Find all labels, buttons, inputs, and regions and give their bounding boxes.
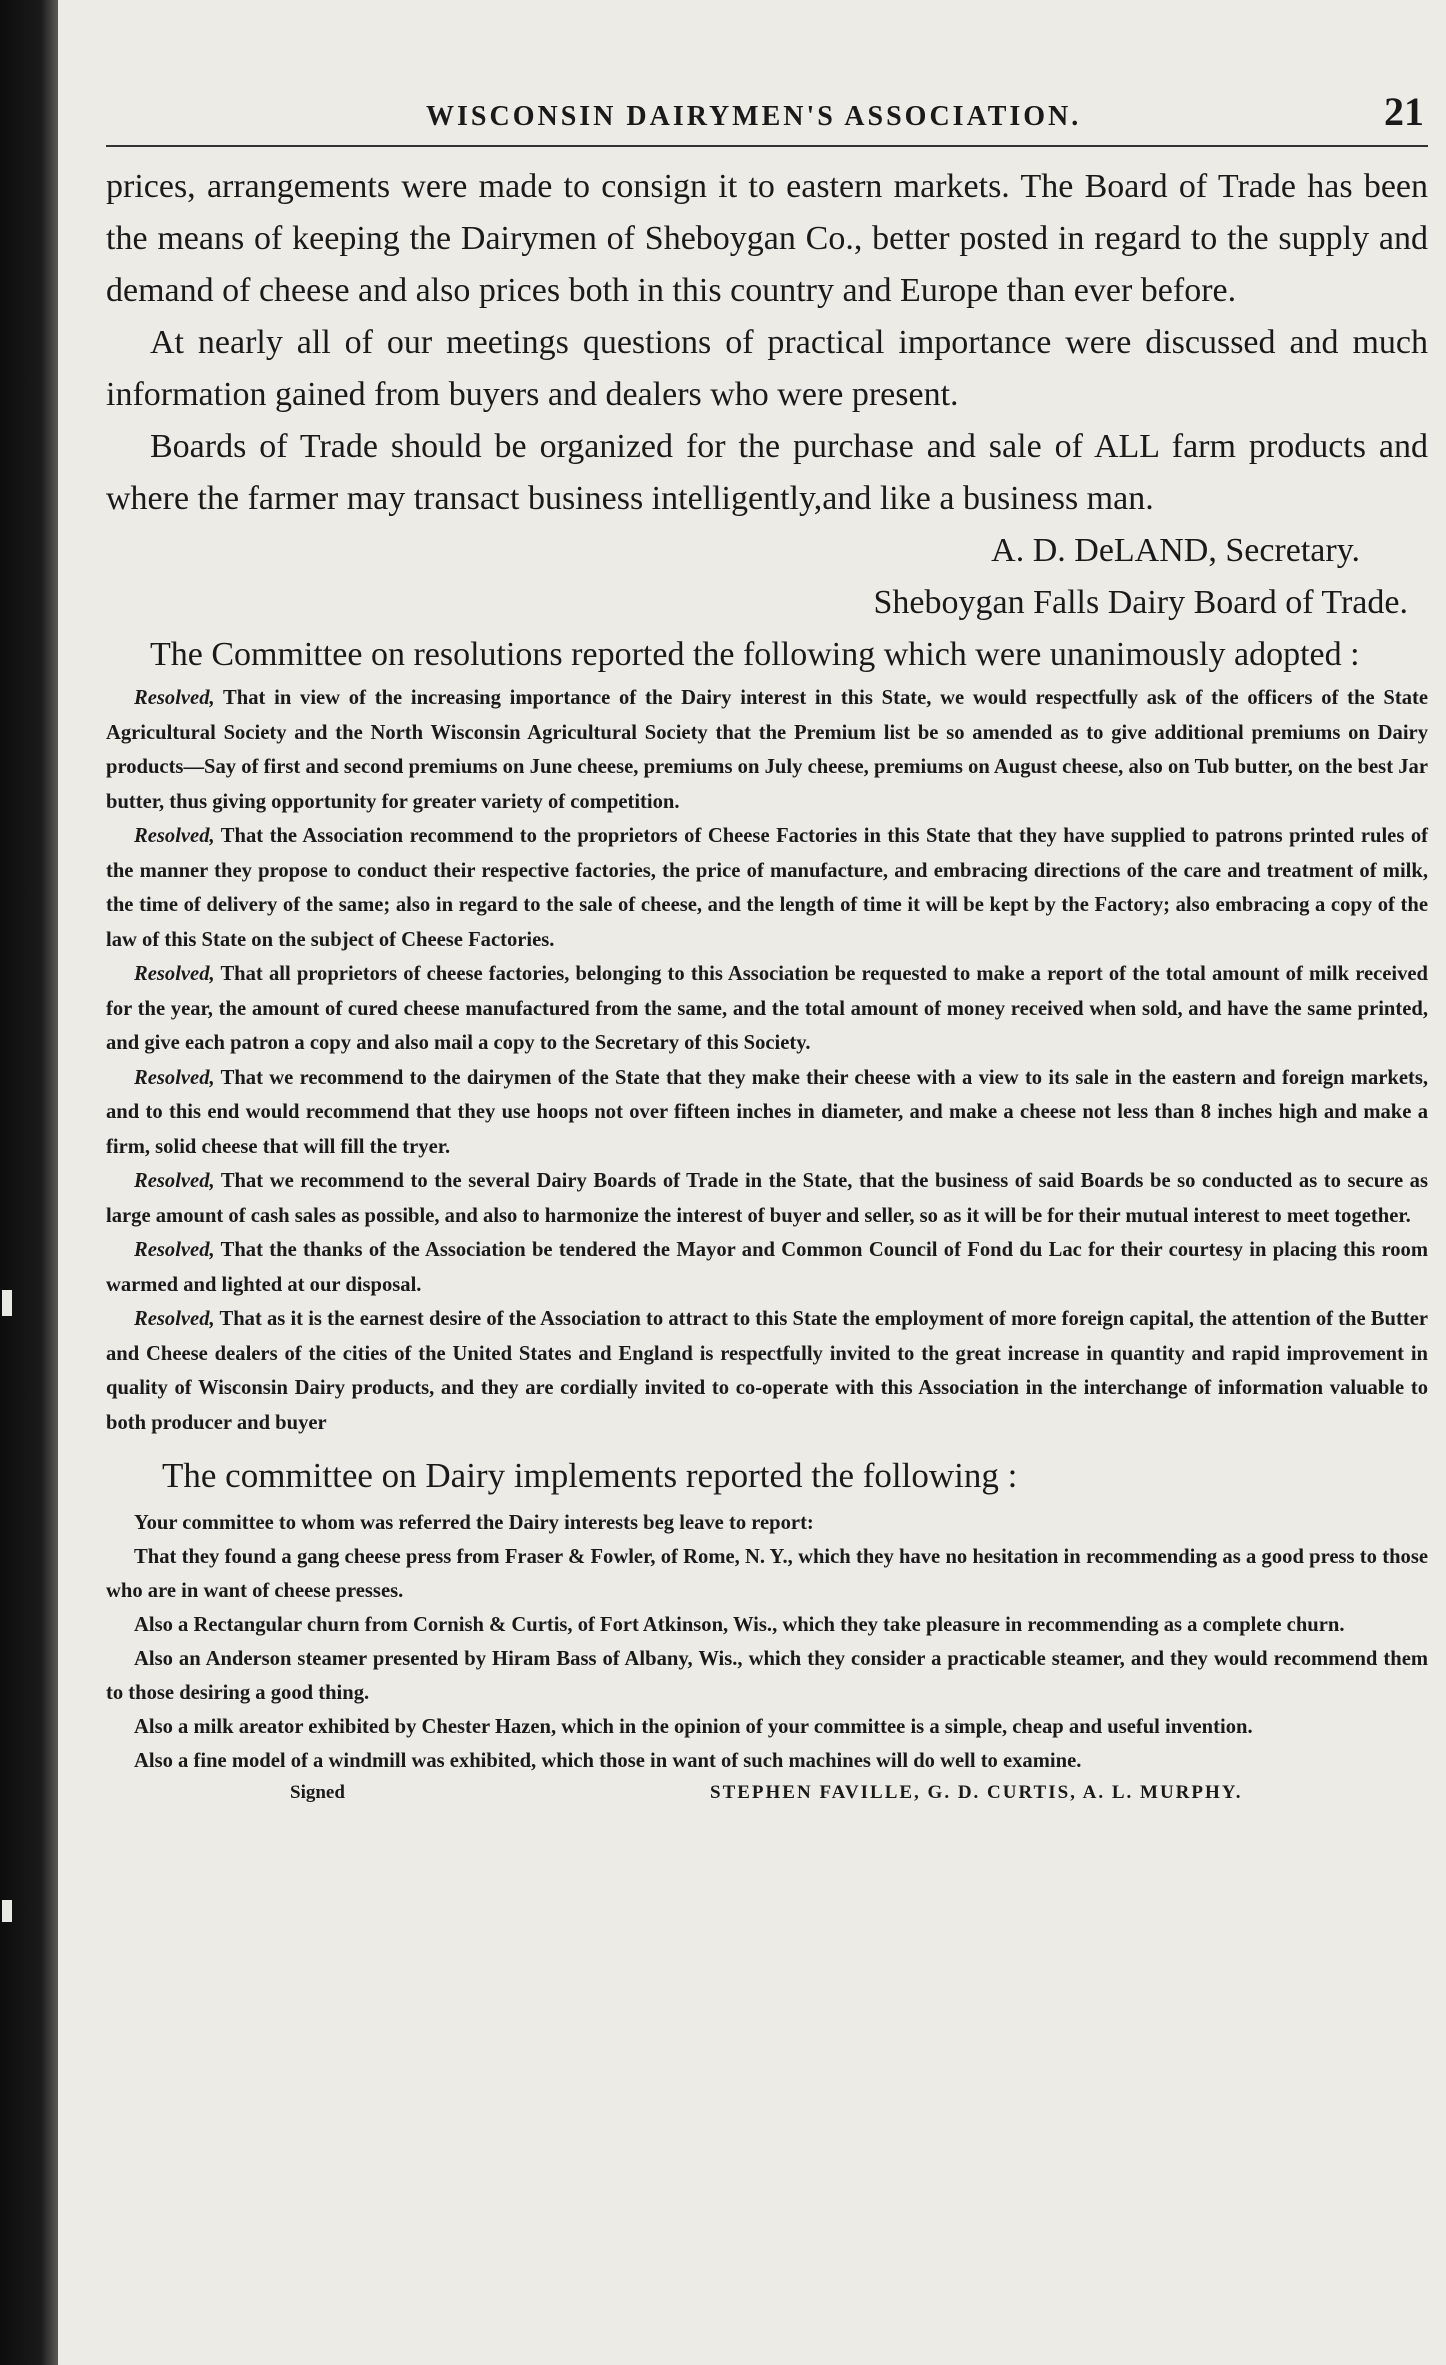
implement-paragraph: Also an Anderson steamer presented by Hiram Bass of Albany, Wis., which they consider a practicable steamer, and they would recommend them to those desiring a good thing. (106, 1648, 1428, 1704)
resolutions-list (106, 681, 1428, 1440)
signature-name: A. D. DeLAND, Secretary. (991, 532, 1360, 569)
implements-report (106, 1506, 1428, 1778)
page (106, 88, 1428, 1804)
resolution (106, 1061, 1428, 1165)
resolved-keyword: Resolved, (134, 687, 215, 709)
paragraph-3: Boards of Trade should be organized for the purchase and sale of ALL farm products and where the farmer may transact business intelligently,and like a business man. (106, 428, 1428, 517)
resolved-keyword: Resolved, (134, 1308, 215, 1330)
resolution (106, 957, 1428, 1061)
resolution-text: That in view of the increasing importance of the Dairy interest in this State, we would respectfully ask of the officers of the State Agricultural Society and the North Wisconsin Agricultural Society that the Premium list be so amended as to give additional premiums on Dairy products—Say of first and second premiums on June cheese, premiums on July cheese, premiums on August cheese, also on Tub butter, on the best Jar butter, thus giving opportunity for greater variety of competition. (106, 687, 1428, 813)
paragraph-2: At nearly all of our meetings questions of practical importance were discussed and much information gained from buyers and dealers who were present. (106, 324, 1428, 413)
resolved-keyword: Resolved, (134, 1066, 215, 1089)
resolved-keyword: Resolved, (134, 963, 215, 985)
signed-names: STEPHEN FAVILLE, G. D. CURTIS, A. L. MURPHY. (710, 1782, 1243, 1803)
resolved-keyword: Resolved, (134, 1239, 215, 1261)
resolution (106, 681, 1428, 819)
resolution-text: That all proprietors of cheese factories, belonging to this Association be requested to make a report of the total amount of milk received for the year, the amount of cured cheese manufactured from the same, and the total amount of money received when sold, and have the same printed, and give each patron a copy and also mail a copy to the Secretary of this Society. (106, 963, 1428, 1054)
resolution-text: That we recommend to the several Dairy Boards of Trade in the State, that the business of said Boards be so conducted as to secure as large amount of cash sales as possible, and also to harmonize the interest of buyer and seller, so as it will be for their mutual interest to meet together. (106, 1170, 1428, 1227)
resolution-text: That the Association recommend to the proprietors of Cheese Factories in this State that they have supplied to patrons printed rules of the manner they propose to conduct their respective factories, the price of manufacture, and embracing directions of the care and treatment of milk, the time of delivery of the same; also in regard to the sale of cheese, and the length of time it will be kept by the Factory; also embracing a copy of the law of this State on the subject of Cheese Factories. (106, 825, 1428, 951)
scan-binding-edge (0, 0, 58, 2365)
running-head: WISCONSIN DAIRYMEN'S ASSOCIATION. (426, 101, 1082, 132)
signed-label: Signed (290, 1782, 345, 1803)
implement-paragraph: Your committee to whom was referred the Dairy interests beg leave to report: (134, 1512, 814, 1534)
committee-intro: The Committee on resolutions reported the following which were unanimously adopted : (150, 636, 1360, 673)
implement-paragraph: Also a Rectangular churn from Cornish & Curtis, of Fort Atkinson, Wis., which they take pleasure in recommending as a complete churn. (134, 1614, 1345, 1636)
resolution (106, 1164, 1428, 1233)
signature-org: Sheboygan Falls Dairy Board of Trade. (873, 584, 1408, 621)
resolved-keyword: Resolved, (134, 1170, 215, 1192)
implement-paragraph: Also a fine model of a windmill was exhibited, which those in want of such machines will do well to examine. (134, 1750, 1082, 1772)
implements-heading: The committee on Dairy implements reported the following : (162, 1456, 1018, 1495)
paragraph-1: prices, arrangements were made to consign it to eastern markets. The Board of Trade has been the means of keeping the Dairymen of Sheboygan Co., better posted in regard to the supply and demand of cheese and also prices both in this country and Europe than ever before. (106, 168, 1428, 309)
resolution (106, 819, 1428, 957)
implement-paragraph: Also a milk areator exhibited by Chester Hazen, which in the opinion of your committee is a simple, cheap and useful invention. (134, 1716, 1253, 1738)
resolution-text: That we recommend to the dairymen of the State that they make their cheese with a view to its sale in the eastern and foreign markets, and to this end would recommend that they use hoops not over fifteen inches in diameter, and make a cheese not less than 8 inches high and make a firm, solid cheese that will fill the tryer. (106, 1066, 1429, 1158)
resolution-text: That as it is the earnest desire of the Association to attract to this State the employment of more foreign capital, the attention of the Butter and Cheese dealers of the cities of the United States and England is respectfully invited to the great increase in quantity and rapid improvement in quality of Wisconsin Dairy products, and they are cordially invited to co-operate with this Association in the interchange of information valuable to both producer and buyer (106, 1308, 1428, 1434)
implement-paragraph: That they found a gang cheese press from Fraser & Fowler, of Rome, N. Y., which they have no hesitation in recommending as a good press to those who are in want of cheese presses. (106, 1546, 1428, 1602)
resolution-text: That the thanks of the Association be tendered the Mayor and Common Council of Fond du Lac for their courtesy in placing this room warmed and lighted at our disposal. (106, 1239, 1428, 1296)
resolved-keyword: Resolved, (134, 825, 215, 847)
signed-line (106, 1782, 1428, 1804)
page-header (106, 88, 1428, 147)
resolution (106, 1233, 1428, 1302)
page-number: 21 (1384, 89, 1424, 134)
resolution (106, 1302, 1428, 1440)
